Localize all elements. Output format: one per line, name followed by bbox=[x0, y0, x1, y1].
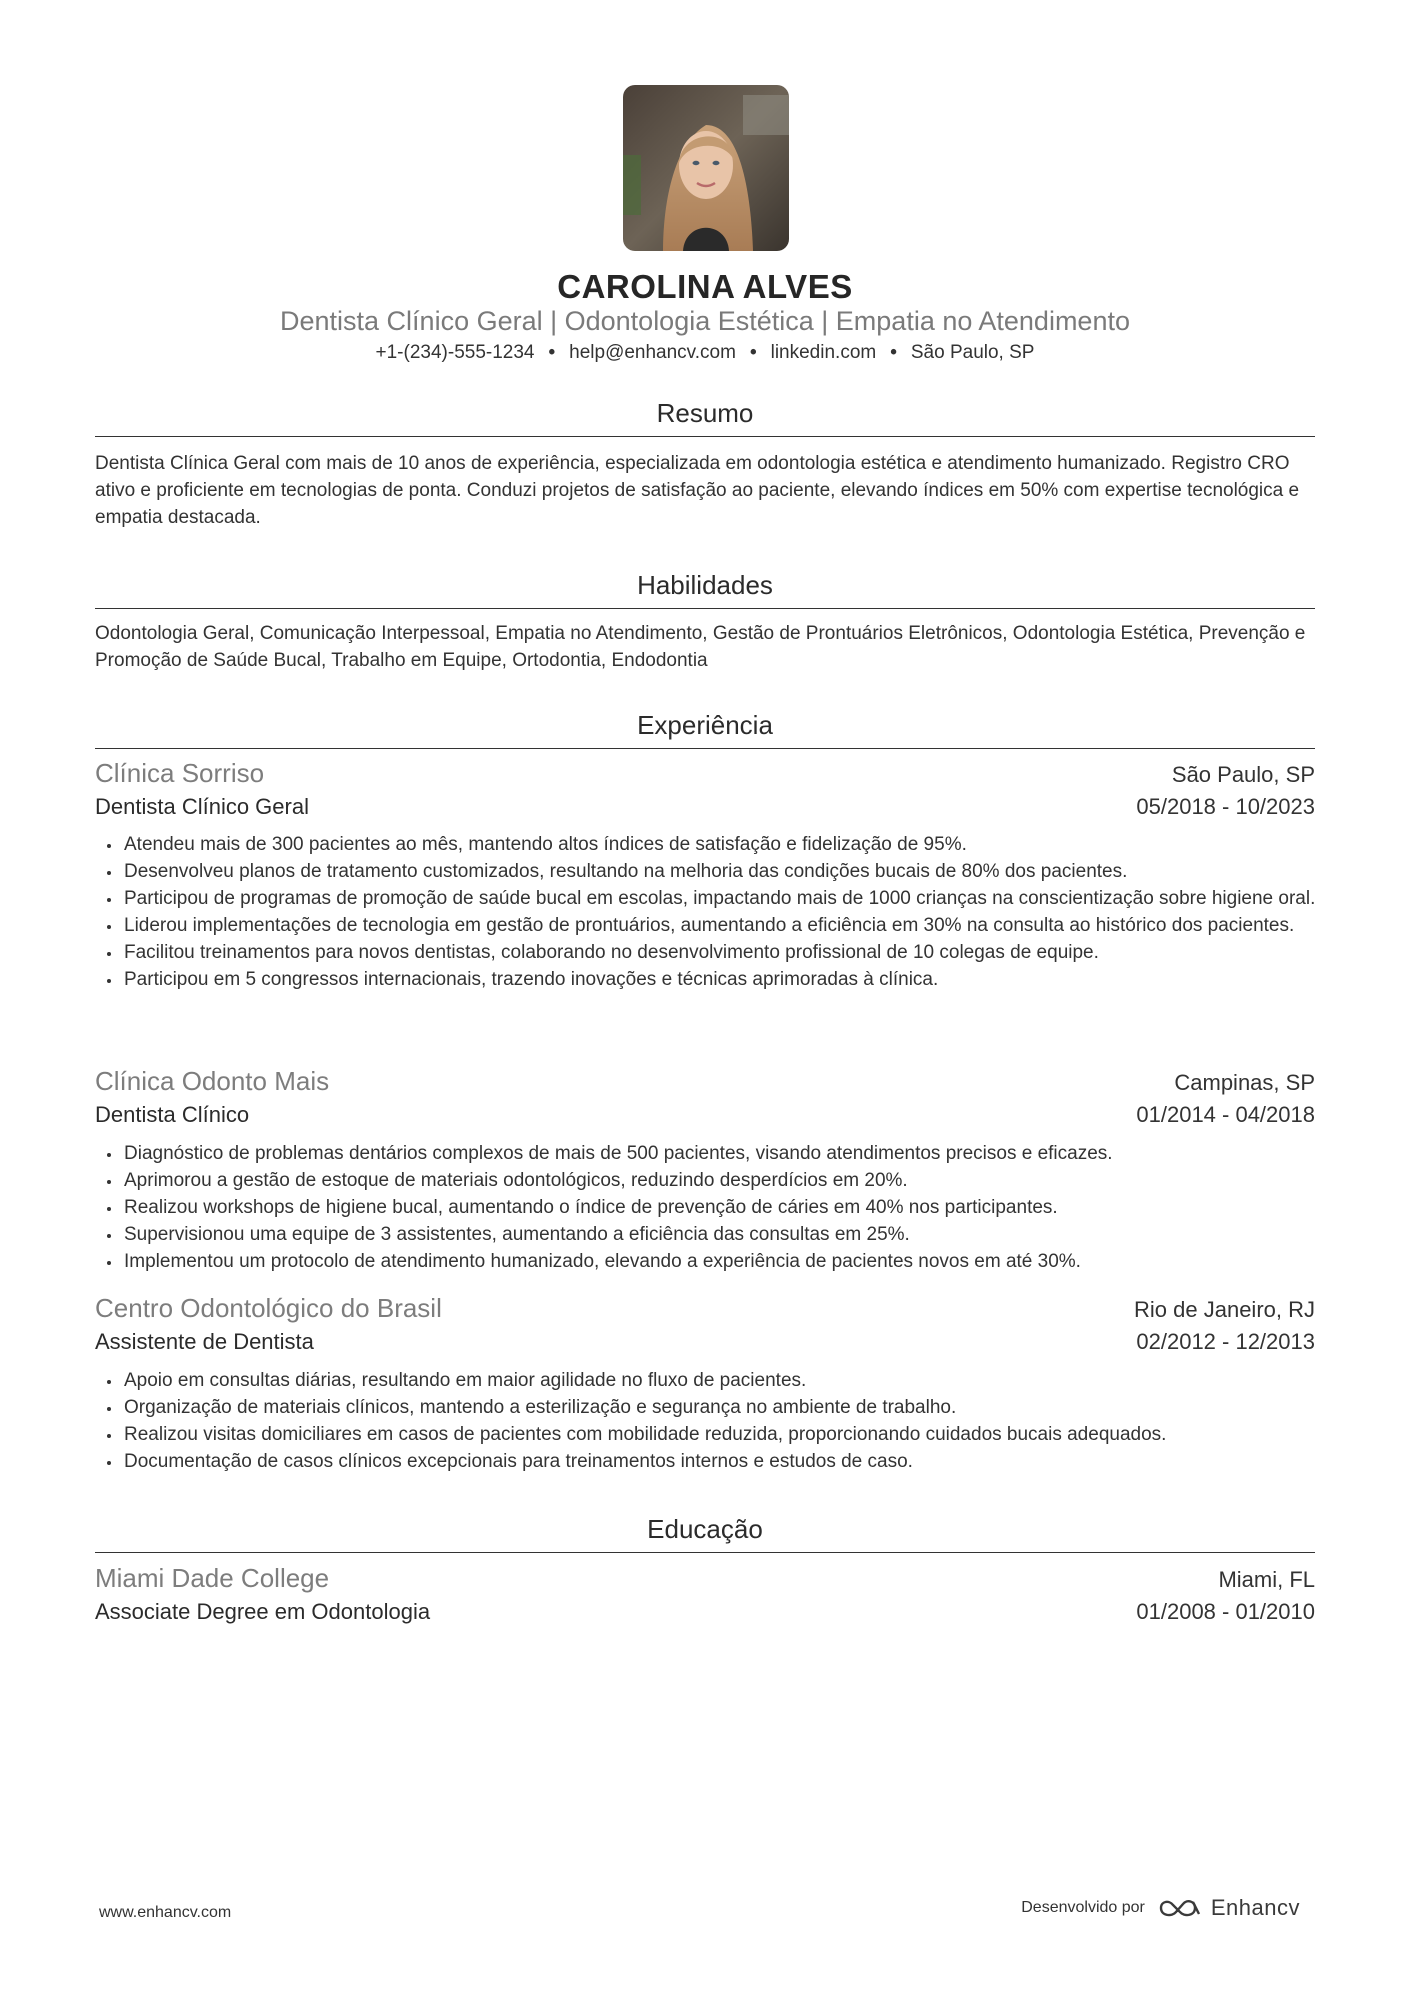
summary-text: Dentista Clínica Geral com mais de 10 anos de experiência, especializada em odontologia estética e atendimento humanizado. Registro CRO ativo e proficiente em tecnologias de ponta. Conduzi projetos de satisfação ao paciente, elevando índices em 50% com expertise tecnológica e empatia destacada. bbox=[95, 453, 1300, 528]
contact-line bbox=[95, 342, 1315, 364]
section-divider bbox=[95, 1552, 1315, 1553]
job-header bbox=[95, 1066, 1315, 1097]
profile-photo-image bbox=[623, 85, 789, 251]
job-bullet: • Supervisionou uma equipe de 3 assistentes, aumentando a eficiência das consultas em 25%. bbox=[122, 1221, 1342, 1248]
job-bullet: • Participou em 5 congressos internacionais, trazendo inovações e técnicas aprimoradas à clínica. bbox=[122, 966, 1342, 993]
contact-email[interactable]: help@enhancv.com bbox=[569, 342, 736, 363]
job-location: São Paulo, SP bbox=[1171, 762, 1315, 787]
job-subheader bbox=[95, 794, 1315, 820]
job-company: Clínica Sorriso bbox=[95, 758, 265, 788]
contact-linkedin[interactable]: linkedin.com bbox=[770, 342, 877, 363]
job-bullet: • Apoio em consultas diárias, resultando em maior agilidade no fluxo de pacientes. bbox=[122, 1367, 1342, 1394]
section-divider bbox=[95, 436, 1315, 437]
job-company: Centro Odontológico do Brasil bbox=[95, 1293, 442, 1323]
job-role: Dentista Clínico bbox=[95, 1102, 250, 1127]
section-divider bbox=[95, 608, 1315, 609]
job-subheader bbox=[95, 1102, 1315, 1128]
job-company: Clínica Odonto Mais bbox=[95, 1066, 330, 1096]
footer-branding bbox=[1021, 1895, 1300, 1921]
footer-brand[interactable]: Enhancv bbox=[1210, 1895, 1300, 1920]
section-title-education: Educação bbox=[647, 1514, 763, 1544]
job-bullet: • Documentação de casos clínicos excepcionais para treinamentos internos e estudos de caso. bbox=[122, 1448, 1342, 1475]
separator-dot: • bbox=[890, 342, 897, 363]
education-subheader bbox=[95, 1599, 1315, 1625]
section-title-summary: Resumo bbox=[656, 398, 754, 428]
job-header bbox=[95, 1293, 1315, 1324]
job-bullet: • Realizou workshops de higiene bucal, aumentando o índice de prevenção de cáries em 40% nos participantes. bbox=[122, 1194, 1342, 1221]
job-bullets bbox=[95, 1140, 1342, 1275]
education-degree: Associate Degree em Odontologia bbox=[95, 1599, 431, 1624]
job-header bbox=[95, 758, 1315, 789]
candidate-headline: Dentista Clínico Geral | Odontologia Estética | Empatia no Atendimento bbox=[280, 306, 1130, 336]
enhancv-logo-icon bbox=[1157, 1896, 1203, 1920]
job-bullet: • Atendeu mais de 300 pacientes ao mês, mantendo altos índices de satisfação e fidelização de 95%. bbox=[122, 831, 1342, 858]
job-role: Dentista Clínico Geral bbox=[95, 794, 309, 819]
job-bullet: • Diagnóstico de problemas dentários complexos de mais de 500 pacientes, visando atendimentos precisos e eficazes. bbox=[122, 1140, 1342, 1167]
education-dates: 01/2008 - 01/2010 bbox=[1136, 1599, 1315, 1624]
contact-phone[interactable]: +1-(234)-555-1234 bbox=[375, 342, 535, 363]
job-role: Assistente de Dentista bbox=[95, 1329, 314, 1354]
job-dates: 01/2014 - 04/2018 bbox=[1136, 1102, 1315, 1127]
footer-powered-by: Desenvolvido por bbox=[1021, 1899, 1145, 1916]
section-divider bbox=[95, 748, 1315, 749]
job-bullet: • Implementou um protocolo de atendimento humanizado, elevando a experiência de pacientes novos em até 30%. bbox=[122, 1248, 1342, 1275]
job-subheader bbox=[95, 1329, 1315, 1355]
job-bullet: • Organização de materiais clínicos, mantendo a esterilização e segurança no ambiente de trabalho. bbox=[122, 1394, 1342, 1421]
job-bullet: • Facilitou treinamentos para novos dentistas, colaborando no desenvolvimento profissional de 10 colegas de equipe. bbox=[122, 939, 1342, 966]
job-dates: 02/2012 - 12/2013 bbox=[1136, 1329, 1315, 1354]
section-title-experience: Experiência bbox=[637, 710, 773, 740]
skills-text: Odontologia Geral, Comunicação Interpessoal, Empatia no Atendimento, Gestão de Prontuários Eletrônicos, Odontologia Estética, Prevenção e Promoção de Saúde Bucal, Trabalho em Equipe, Ortodontia, Endodontia bbox=[95, 623, 1306, 671]
job-location: Rio de Janeiro, RJ bbox=[1134, 1297, 1315, 1322]
job-bullet: • Liderou implementações de tecnologia em gestão de prontuários, aumentando a eficiência em 30% na consulta ao histórico dos pacientes. bbox=[122, 912, 1342, 939]
separator-dot: • bbox=[548, 342, 556, 363]
separator-dot: • bbox=[749, 342, 757, 363]
education-school: Miami Dade College bbox=[95, 1563, 330, 1593]
education-location: Miami, FL bbox=[1218, 1567, 1315, 1592]
footer-website[interactable]: www.enhancv.com bbox=[99, 1904, 232, 1921]
section-title-skills: Habilidades bbox=[637, 570, 773, 600]
job-bullet: • Realizou visitas domiciliares em casos de pacientes com mobilidade reduzida, proporcionando cuidados bucais adequados. bbox=[122, 1421, 1342, 1448]
job-bullets bbox=[95, 831, 1342, 993]
job-bullet: • Desenvolveu planos de tratamento customizados, resultando na melhoria das condições bucais de 80% dos pacientes. bbox=[122, 858, 1342, 885]
job-bullet: • Participou de programas de promoção de saúde bucal em escolas, impactando mais de 1000 crianças na conscientização sobre higiene oral. bbox=[122, 885, 1342, 912]
contact-location: São Paulo, SP bbox=[910, 342, 1035, 363]
job-location: Campinas, SP bbox=[1174, 1070, 1315, 1095]
education-header bbox=[95, 1563, 1315, 1594]
job-bullet: • Aprimorou a gestão de estoque de materiais odontológicos, reduzindo desperdícios em 20%. bbox=[122, 1167, 1342, 1194]
job-bullets bbox=[95, 1367, 1342, 1475]
job-dates: 05/2018 - 10/2023 bbox=[1136, 794, 1315, 819]
candidate-name: CAROLINA ALVES bbox=[557, 268, 853, 305]
profile-photo bbox=[623, 85, 789, 251]
